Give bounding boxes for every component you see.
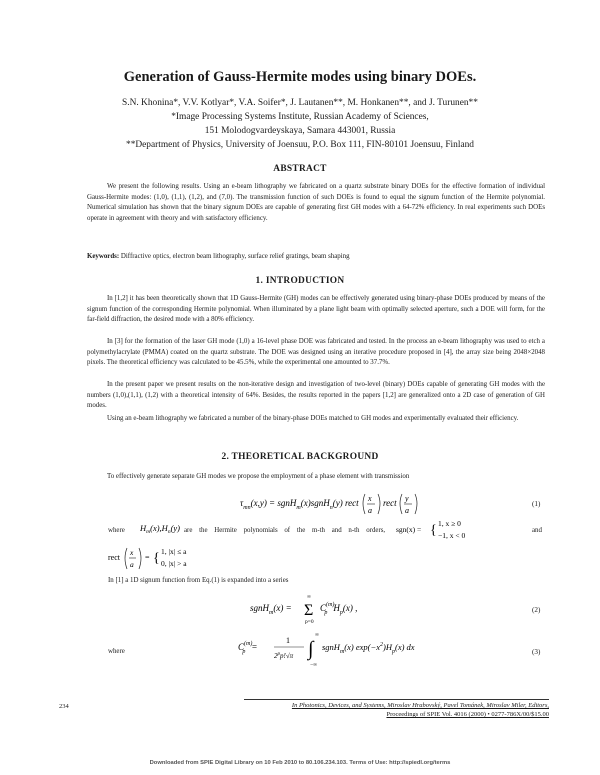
journal-citation — [244, 701, 549, 719]
svg-text:x: x — [368, 494, 372, 503]
intro-paragraph-4 — [87, 414, 545, 425]
paper-title: Generation of Gauss-Hermite modes using binary DOEs. — [123, 69, 477, 85]
svg-text:a: a — [405, 506, 409, 515]
svg-text:∞: ∞ — [307, 594, 311, 600]
svg-text:1, x ≥ 0: 1, x ≥ 0 — [438, 519, 461, 528]
svg-text:2pp!√π: 2$^p$p!√π — [274, 652, 294, 660]
intro-p4-text: Using an e-beam lithography we fabricated a number of the binary-phase DOEs matched to GH modes and experimentally evaluated their efficiency. — [107, 415, 519, 422]
svg-text:∞: ∞ — [315, 632, 319, 638]
equation-3 — [238, 628, 438, 674]
affiliation-line-2: 151 Molodogvardeyskaya, Samara 443001, Russia — [204, 126, 396, 136]
keywords-label: Keywords: — [87, 253, 120, 260]
theory-heading: 2. THEORETICAL BACKGROUND — [221, 452, 379, 462]
abstract-text — [87, 182, 545, 224]
svg-text:=: = — [145, 553, 150, 562]
svg-text:1: 1 — [286, 636, 290, 645]
svg-text:Hm(x),Hn(y): $H_m(x),H_n(y)$ — [140, 523, 180, 535]
eq2-number: (2) — [532, 606, 541, 614]
svg-text:−1, x < 0: −1, x < 0 — [438, 531, 466, 540]
author-list: S.N. Khonina*, V.V. Kotlyar*, V.A. Soifer*, J. Lautanen**, M. Honkanen**, and J. Turunen** — [122, 98, 478, 108]
svg-text:∫: ∫ — [308, 638, 314, 660]
svg-text:C(m)pHp(x) ,: $C^{(m)}$ p $H_p(x)$ , — [320, 602, 358, 616]
svg-text:−∞: −∞ — [310, 662, 318, 668]
svg-text:x: x — [130, 548, 134, 557]
equation-1 — [240, 486, 420, 520]
rect-definition — [108, 543, 228, 573]
footer-rule — [244, 699, 549, 700]
svg-text:1, |x| ≤ a: 1, |x| ≤ a — [161, 547, 187, 556]
svg-text:0, |x| > a: 0, |x| > a — [161, 559, 187, 568]
and-word: and — [532, 527, 542, 534]
intro-p2-text: In [3] for the formation of the laser GH mode (1,0) a 16-level phase DOE was fabricated and tested. In the process an e-beam lithography was used to etch a polymethylacrylate (PMMA) coated on the quartz substrate. The DOE was designed using an iterative procedure proposed in [4], the array size being 2048×2048 pixels. The theoretical efficiency was calculated to be 45.5%, while the experimental one amounted to 37.7%. — [87, 338, 545, 367]
sgn-definition — [396, 516, 516, 544]
download-notice: Downloaded from SPIE Digital Library on 10 Feb 2010 to 80.106.234.103. Terms of Use: http://spiedl.org/terms — [149, 760, 451, 766]
svg-text:{: { — [153, 551, 160, 566]
intro-paragraph-3 — [87, 380, 545, 412]
where-label-2: where — [108, 648, 125, 655]
svg-text:rect: rect — [383, 498, 397, 508]
equation-2 — [250, 590, 410, 626]
affiliation-line-1: *Image Processing Systems Institute, Russian Academy of Sciences, — [171, 112, 429, 122]
journal-line-2: Proceedings of SPIE Vol. 4016 (2000) • 0277-786X/00/$15.00 — [386, 711, 549, 718]
where-text-1: are the Hermite polynomials of the m-th and n-th orders, — [184, 527, 386, 534]
svg-text:a: a — [130, 560, 134, 569]
expand-text: In [1] a 1D signum function from Eq.(1) is expanded into a series — [108, 577, 289, 584]
svg-text:p=0: p=0 — [305, 619, 314, 625]
introduction-heading: 1. INTRODUCTION — [255, 276, 345, 286]
hermite-symbols — [140, 519, 180, 537]
abstract-body: We present the following results. Using an e-beam lithography we fabricated on a quartz substrate binary DOEs for the effective formation of individual Gauss-Hermite modes: (1,0), (1,1), (1,2), and (7,0). The transmission function of such DOEs is found to equal the signum function of the Hermite polynomial. Numerical simulation has shown that the binary signum DOEs are capable of generating first GH modes with a 64-72% efficiency. In real experiments such DOEs operate in agreement with theory and with satisfactory efficiency. — [87, 183, 545, 222]
svg-text:{: { — [430, 523, 437, 538]
intro-p3-text: In the present paper we present results on the non-iterative design and investigation of two-level (binary) DOEs capable of generating GH modes with the numbers (1,0),(1,1), (1,2) with a theoretical intensity of 64%. Besides, the results reported in the papers [1,2] are generalized onto a 2D case of generation of GH modes. — [87, 381, 545, 410]
keywords — [87, 253, 545, 260]
svg-text:rect: rect — [108, 553, 120, 562]
svg-text:Σ: Σ — [304, 602, 314, 619]
theory-intro — [87, 472, 545, 483]
svg-text:y: y — [405, 494, 409, 503]
keywords-text: Diffractive optics, electron beam lithography, surface relief gratings, beam shaping — [120, 253, 350, 260]
svg-text:sgnHm(x) =: sgnH$_m$(x) = — [250, 603, 292, 616]
eq1-number: (1) — [532, 500, 541, 508]
svg-text:sgn(x) =: sgn(x) = — [396, 525, 422, 534]
affiliation-line-3: **Department of Physics, University of Joensuu, P.O. Box 111, FIN-80101 Joensuu, Finland — [126, 140, 474, 150]
eq1-lhs: $\tau_{mn}(x,y)$ = sgnH$_m$(x)sgnH$_n$(y) rect — [240, 498, 359, 511]
intro-p1-text: In [1,2] it has been theoretically shown that 1D Gauss-Hermite (GH) modes can be effectively generated using binary-phase DOEs produced by means of the signum function of the corresponding Hermite polynomial. When illuminated by a plane light beam with optimally selected aperture, such a DOE will form, for the far-field diffraction, the desired mode with a 80% efficiency. — [87, 295, 545, 324]
eq3-number: (3) — [532, 648, 541, 656]
svg-text:C(m)p=: $C^{(m)}$ p = — [238, 641, 258, 655]
svg-text:a: a — [368, 506, 372, 515]
intro-paragraph-2 — [87, 337, 545, 369]
where-label-1: where — [108, 527, 125, 534]
intro-paragraph-1 — [87, 294, 545, 326]
page-number: 234 — [59, 703, 69, 710]
abstract-heading: ABSTRACT — [273, 164, 327, 174]
svg-text:sgnHm(x) exp(−x2)Hp(x) dx: sgnH$_m$(x) $\exp(-x^2)H_p(x)$ dx — [322, 642, 415, 655]
theory-intro-text: To effectively generate separate GH modes we propose the employment of a phase element with transmission — [107, 473, 410, 480]
journal-line-1: In Photonics, Devices, and Systems, Miroslav Hrabovský, Pavel Tománek, Miroslav Miler, Editors, — [291, 702, 549, 709]
